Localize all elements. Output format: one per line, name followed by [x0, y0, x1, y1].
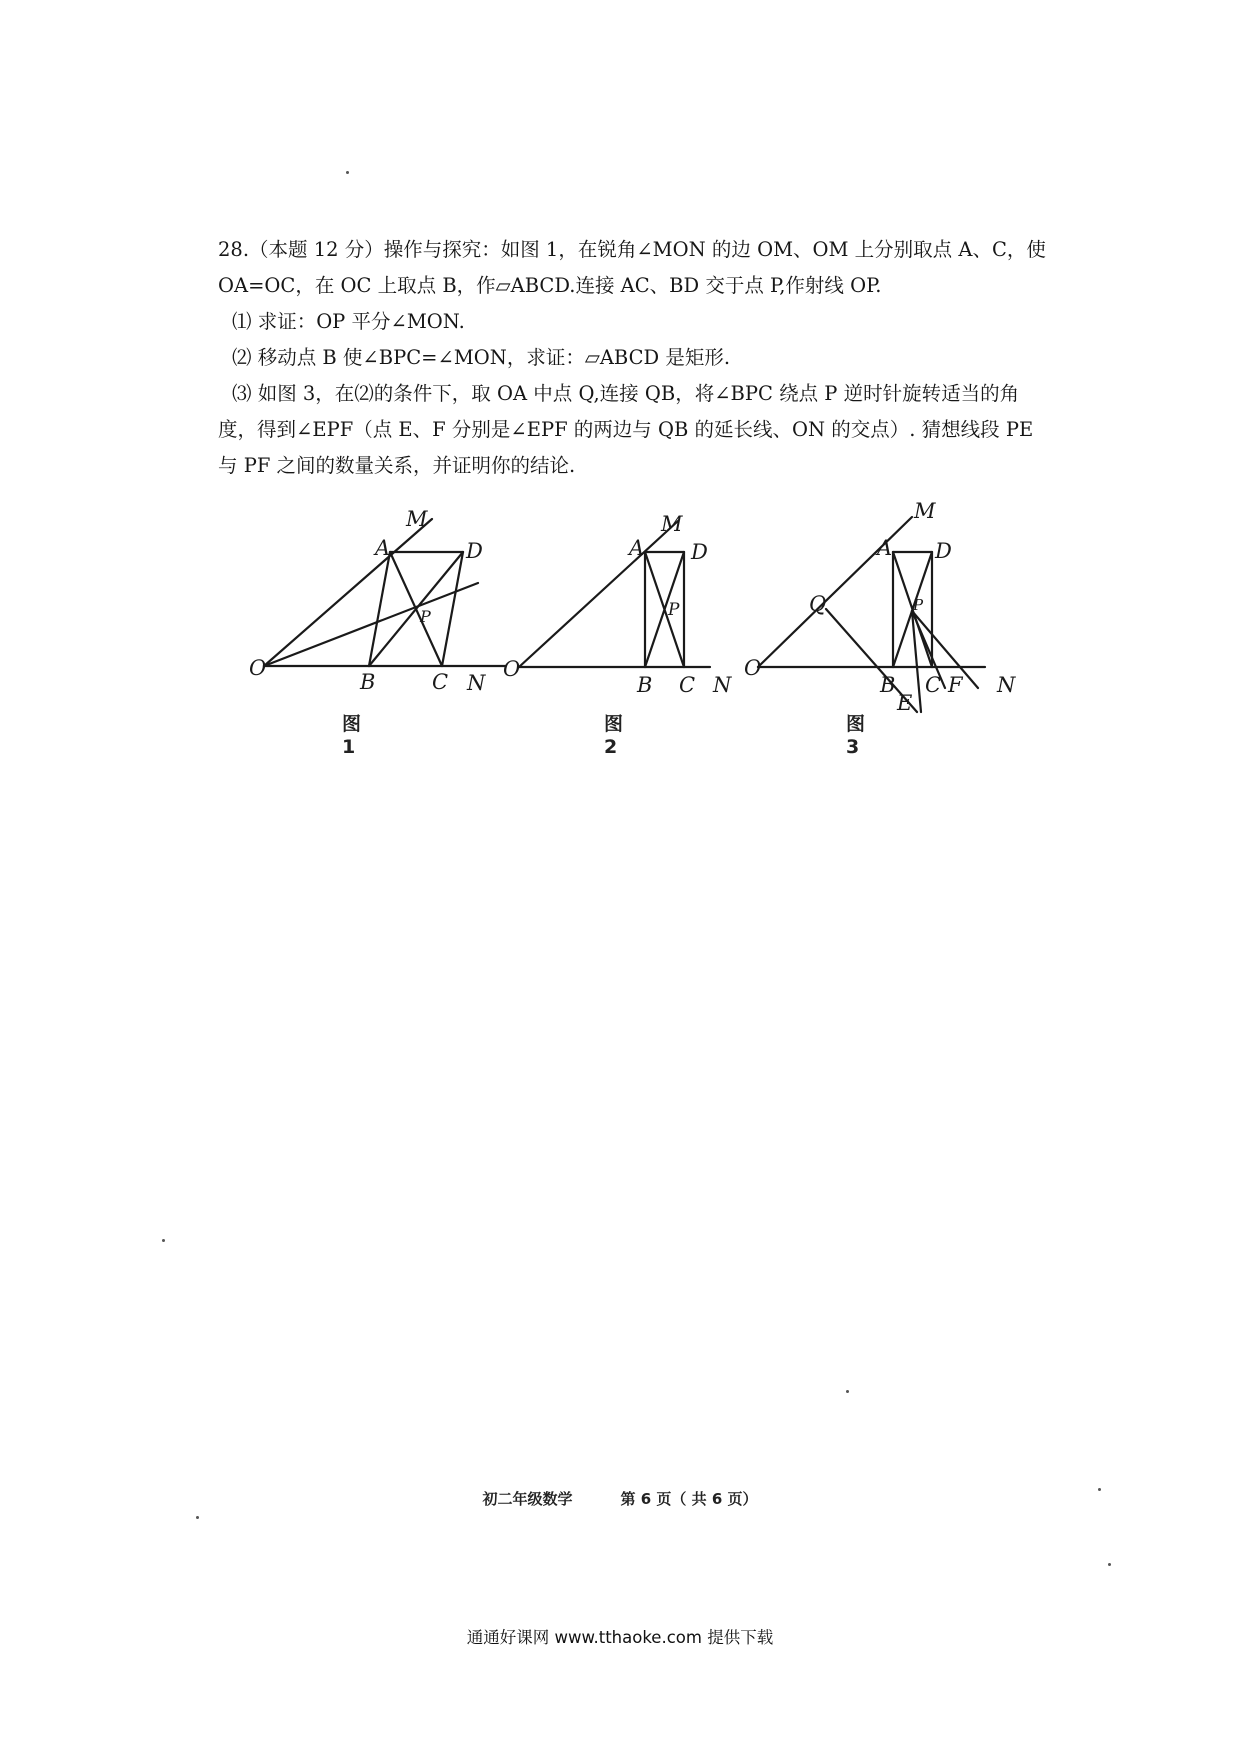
download-source-note: 通通好课网 www.tthaoke.com 提供下载: [466, 1628, 774, 1647]
question-part-3-line-1: ⑶ 如图 3，在⑵的条件下，取 OA 中点 Q,连接 QB，将∠BPC 绕点 P 逆时针旋转适当的角: [232, 382, 1020, 405]
fig1-label-b: B: [360, 670, 376, 694]
fig3-label-a: A: [877, 536, 893, 560]
question-part-2: ⑵ 移动点 B 使∠BPC=∠MON，求证：▱ABCD 是矩形.: [232, 346, 731, 369]
fig3-label-e: E: [897, 691, 913, 715]
fig2-label-o: O: [503, 657, 521, 681]
figure-2-drawing: [519, 521, 710, 667]
fig1-side-dc: [442, 552, 463, 666]
fig3-label-n: N: [997, 673, 1016, 697]
fig3-label-m: M: [914, 499, 936, 523]
fig1-ray-om: [264, 519, 432, 666]
figure-1-caption: 图 1: [342, 713, 362, 758]
figure-2-caption: 图 2: [604, 713, 624, 758]
fig1-label-o: O: [249, 656, 267, 680]
problem-stem-line-2: OA=OC，在 OC 上取点 B，作▱ABCD.连接 AC、BD 交于点 P,作射线 OP.: [218, 274, 882, 297]
fig2-label-p: P: [668, 600, 680, 620]
fig3-label-d: D: [935, 539, 952, 563]
stray-dot: [196, 1516, 199, 1519]
fig1-label-d: D: [466, 539, 483, 563]
fig2-label-n: N: [713, 673, 732, 697]
fig2-label-c: C: [679, 673, 696, 697]
figure-3-caption: 图 3: [846, 713, 866, 758]
fig1-label-m: M: [406, 507, 428, 531]
fig2-label-d: D: [691, 540, 708, 564]
fig2-ray-om: [519, 521, 678, 667]
fig1-label-a: A: [375, 536, 391, 560]
fig1-label-p: P: [420, 607, 431, 626]
fig3-label-f: F: [948, 673, 963, 697]
fig2-label-b: B: [637, 673, 653, 697]
page-footer: [0, 1488, 1240, 1509]
fig1-diagonal-bd: [369, 552, 463, 666]
footer-subject: 初二年级数学: [482, 1490, 573, 1508]
question-part-3-line-2: 度，得到∠EPF（点 E、F 分别是∠EPF 的两边与 QB 的延长线、ON 的交点）. 猜想线段 PE: [218, 418, 1034, 441]
fig1-label-n: N: [467, 671, 486, 695]
fig1-label-c: C: [432, 670, 449, 694]
fig1-side-ab: [369, 552, 390, 666]
fig3-label-b: B: [880, 673, 896, 697]
fig3-label-o: O: [744, 656, 762, 680]
fig3-label-p: P: [913, 596, 924, 614]
problem-stem-line-1: 28.（本题 12 分）操作与探究：如图 1，在锐角∠MON 的边 OM、OM 上分别取点 A、C，使: [218, 238, 1046, 261]
fig3-label-q: Q: [809, 592, 827, 616]
footer-page-number: 第 6 页（ 共 6 页）: [620, 1490, 758, 1508]
stray-dot: [162, 1239, 165, 1242]
fig3-ray-pf: [912, 611, 978, 688]
fig2-label-a: A: [629, 536, 645, 560]
question-part-1: ⑴ 求证：OP 平分∠MON.: [232, 310, 465, 333]
question-part-3-line-3: 与 PF 之间的数量关系，并证明你的结论.: [218, 454, 576, 477]
geometry-figures: [0, 0, 1240, 760]
stray-dot: [846, 1390, 849, 1393]
fig3-label-c: C: [925, 673, 942, 697]
stray-dot: [1108, 1563, 1111, 1566]
fig2-label-m: M: [661, 512, 683, 536]
